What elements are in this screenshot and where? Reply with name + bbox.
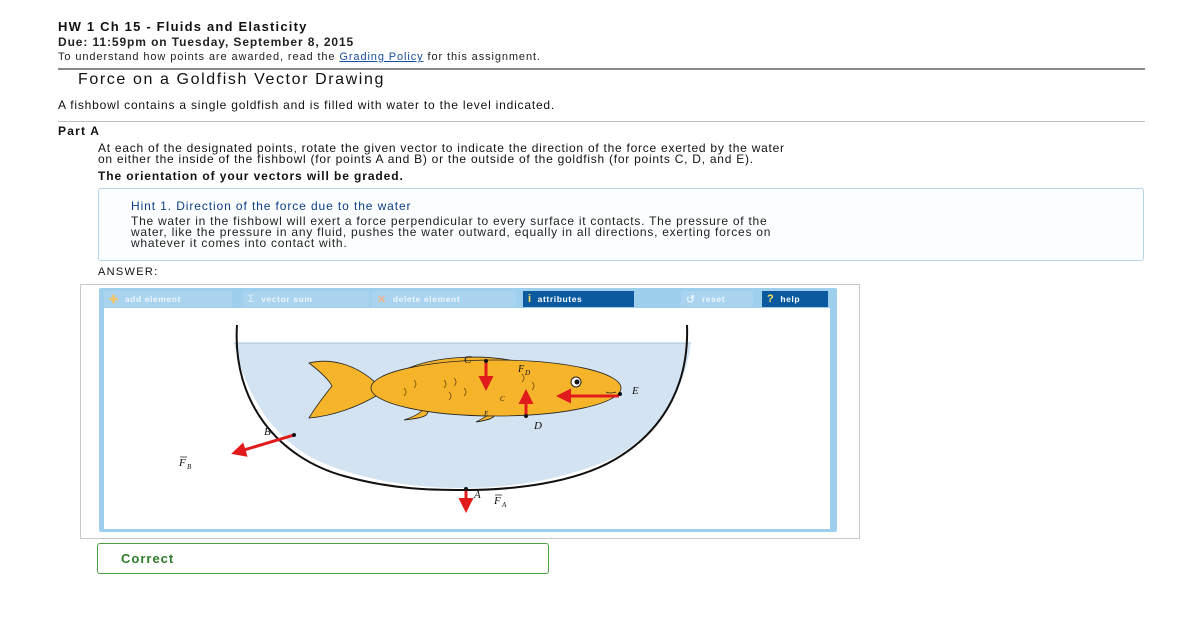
point-c-label: C — [464, 354, 472, 366]
part-a-question — [98, 143, 1148, 165]
applet-toolbar — [104, 291, 828, 307]
due-date: Due: 11:59pm on Tuesday, September 8, 2015 — [58, 35, 355, 49]
point-a-dot — [464, 487, 468, 491]
point-d-label: D — [534, 420, 542, 432]
point-a-label: A — [474, 489, 481, 501]
plus-icon: ✚ — [109, 293, 119, 306]
fish-body — [371, 360, 621, 416]
drawing-canvas[interactable] — [104, 308, 830, 529]
attributes-label: attributes — [537, 294, 583, 304]
problem-title: Force on a Goldfish Vector Drawing — [78, 71, 385, 88]
vector-a-label — [493, 495, 507, 509]
help-question-icon: ? — [767, 293, 775, 305]
part-a-label: Part A — [58, 124, 101, 138]
point-c-dot — [484, 359, 488, 363]
part-divider — [58, 121, 1145, 122]
reset-label: reset — [701, 294, 726, 304]
vector-c-sub-label: C — [500, 395, 505, 403]
vector-a-f: F — [494, 495, 501, 507]
delete-element-label: delete element — [392, 294, 461, 304]
vector-d-sub: D — [525, 369, 531, 377]
reset-arrow-icon: ↺ — [686, 293, 696, 306]
vector-e-sub-label: E — [484, 410, 489, 418]
add-element-button[interactable] — [104, 291, 232, 307]
vector-a-sub: A — [502, 501, 507, 509]
point-e-dot — [618, 392, 622, 396]
hint-line-3: whatever it comes into contact with. — [131, 236, 348, 250]
help-label: help — [780, 294, 801, 304]
hint-line-2: water, like the pressure in any fluid, pushes the water outward, equally in all directions, exerting forces on — [131, 225, 772, 239]
sigma-icon: Σ — [248, 293, 256, 305]
policy-prefix: To understand how points are awarded, read the — [58, 51, 340, 63]
vector-b-sub: B — [187, 463, 192, 471]
answer-label: ANSWER: — [98, 266, 159, 278]
point-d-dot — [524, 414, 528, 418]
assignment-title: HW 1 Ch 15 - Fluids and Elasticity — [58, 19, 308, 34]
graded-note: The orientation of your vectors will be graded. — [98, 169, 404, 183]
point-b-dot — [292, 433, 296, 437]
point-e-label: E — [632, 385, 639, 397]
delete-element-button[interactable] — [372, 291, 516, 307]
question-line-1: At each of the designated points, rotate the given vector to indicate the direction of the force exerted by the water — [98, 141, 785, 155]
hint-title[interactable]: Hint 1. Direction of the force due to the water — [131, 199, 412, 213]
vector-d-f: F — [518, 364, 525, 375]
header-divider — [58, 68, 1145, 70]
delete-x-icon: ✕ — [377, 293, 387, 306]
hint-line-1: The water in the fishbowl will exert a force perpendicular to every surface it contacts. The pressure of the — [131, 214, 768, 228]
problem-intro: A fishbowl contains a single goldfish and is filled with water to the level indicated. — [58, 98, 556, 112]
hint-body — [131, 216, 1121, 249]
grading-policy-note — [58, 51, 541, 63]
vector-sum-label: vector sum — [261, 294, 313, 304]
policy-suffix: for this assignment. — [423, 51, 541, 63]
vector-b-label — [178, 457, 192, 471]
info-icon: i — [528, 293, 532, 305]
reset-button[interactable] — [681, 291, 753, 307]
fishbowl-diagram — [104, 308, 830, 529]
fish-pupil — [575, 380, 580, 385]
attributes-button[interactable] — [523, 291, 634, 307]
grading-policy-link[interactable]: Grading Policy — [339, 51, 424, 63]
vector-sum-button[interactable] — [243, 291, 369, 307]
add-element-label: add element — [124, 294, 182, 304]
question-line-2: on either the inside of the fishbowl (for points A and B) or the outside of the goldfish (for points C, D, and E). — [98, 152, 754, 166]
point-b-label: B — [264, 426, 271, 438]
correct-status: Correct — [121, 551, 175, 566]
vector-b-f: F — [179, 457, 186, 469]
help-button[interactable] — [762, 291, 828, 307]
